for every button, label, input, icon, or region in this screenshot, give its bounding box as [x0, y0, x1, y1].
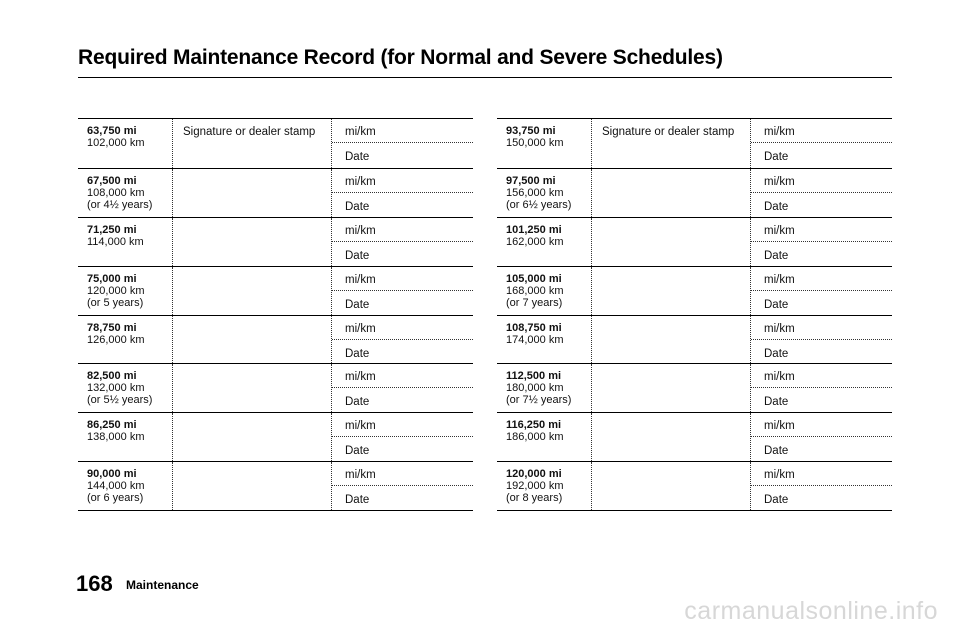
interval-cell	[78, 364, 172, 412]
signature-cell[interactable]	[591, 413, 750, 461]
mi-km-field[interactable]: mi/km	[751, 169, 892, 193]
interval-miles: 97,500 mi	[506, 174, 556, 187]
interval-km: 114,000 km	[87, 235, 144, 248]
mileage-date-cell	[750, 218, 892, 266]
interval-km: 120,000 km	[87, 284, 145, 297]
interval-miles: 86,250 mi	[87, 419, 137, 432]
mileage-date-cell	[331, 316, 473, 364]
signature-label: Signature or dealer stamp	[183, 126, 316, 138]
interval-km: 132,000 km	[87, 382, 145, 395]
mileage-date-cell	[750, 413, 892, 461]
interval-years: (or 7½ years)	[506, 394, 572, 407]
interval-years: (or 5 years)	[87, 296, 144, 309]
table-row	[78, 412, 473, 461]
page-title: Required Maintenance Record (for Normal and Severe Schedules)	[78, 46, 723, 69]
interval-years: (or 4½ years)	[87, 198, 153, 211]
interval-km: 168,000 km	[506, 284, 564, 297]
mileage-date-cell	[750, 267, 892, 315]
date-field[interactable]: Date	[764, 298, 789, 311]
signature-cell[interactable]	[591, 267, 750, 315]
signature-cell[interactable]	[172, 316, 331, 364]
interval-cell	[497, 316, 591, 364]
signature-cell[interactable]	[591, 364, 750, 412]
table-row	[497, 363, 892, 412]
date-field[interactable]: Date	[345, 494, 370, 507]
interval-km: 162,000 km	[506, 235, 564, 248]
interval-cell	[497, 364, 591, 412]
signature-cell[interactable]	[172, 413, 331, 461]
signature-label: Signature or dealer stamp	[602, 126, 735, 138]
interval-miles: 120,000 mi	[506, 468, 562, 481]
mi-km-field[interactable]: mi/km	[751, 462, 892, 486]
interval-cell	[497, 413, 591, 461]
mileage-date-cell	[331, 169, 473, 217]
signature-cell[interactable]	[172, 462, 331, 510]
date-field[interactable]: Date	[345, 298, 370, 311]
mileage-date-cell	[750, 364, 892, 412]
maintenance-record-table-left	[78, 118, 473, 511]
mileage-date-cell	[331, 364, 473, 412]
interval-miles: 105,000 mi	[506, 272, 562, 285]
interval-cell	[78, 267, 172, 315]
interval-km: 150,000 km	[506, 137, 564, 149]
date-field[interactable]: Date	[345, 200, 370, 213]
mileage-date-cell	[331, 218, 473, 266]
interval-years: (or 5½ years)	[87, 394, 153, 407]
interval-cell	[497, 267, 591, 315]
mileage-date-cell	[750, 169, 892, 217]
interval-km: 126,000 km	[87, 333, 145, 346]
mileage-date-cell	[331, 267, 473, 315]
date-field[interactable]: Date	[345, 249, 370, 262]
date-field[interactable]: Date	[764, 151, 789, 163]
interval-km: 180,000 km	[506, 382, 564, 395]
table-row	[78, 461, 473, 510]
table-row	[78, 266, 473, 315]
interval-km: 138,000 km	[87, 431, 145, 444]
signature-cell[interactable]	[172, 267, 331, 315]
mileage-date-cell	[331, 413, 473, 461]
date-field[interactable]: Date	[345, 151, 370, 163]
mi-km-field[interactable]: mi/km	[332, 267, 473, 291]
section-name: Maintenance	[126, 578, 199, 592]
interval-cell	[497, 169, 591, 217]
interval-miles: 112,500 mi	[506, 370, 562, 383]
signature-cell[interactable]	[591, 119, 750, 168]
mi-km-field[interactable]: mi/km	[332, 413, 473, 437]
signature-cell[interactable]	[172, 364, 331, 412]
mileage-date-cell	[750, 119, 892, 168]
table-row	[497, 412, 892, 461]
date-field[interactable]: Date	[764, 347, 789, 360]
interval-miles: 67,500 mi	[87, 174, 137, 187]
interval-km: 156,000 km	[506, 186, 564, 199]
date-field[interactable]: Date	[345, 396, 370, 409]
interval-km: 186,000 km	[506, 431, 564, 444]
mi-km-field[interactable]: mi/km	[332, 119, 473, 143]
interval-miles: 78,750 mi	[87, 321, 137, 334]
table-row	[497, 119, 892, 168]
interval-km: 174,000 km	[506, 333, 564, 346]
table-row	[78, 119, 473, 168]
interval-km: 192,000 km	[506, 480, 564, 493]
mi-km-field[interactable]: mi/km	[751, 267, 892, 291]
interval-years: (or 6 years)	[87, 492, 144, 505]
interval-miles: 90,000 mi	[87, 468, 137, 481]
mileage-date-cell	[331, 462, 473, 510]
watermark: carmanualsonline.info	[684, 597, 938, 625]
table-row	[497, 315, 892, 364]
interval-km: 102,000 km	[87, 137, 145, 149]
interval-miles: 116,250 mi	[506, 419, 562, 432]
signature-cell[interactable]	[172, 169, 331, 217]
page-number: 168	[76, 571, 113, 596]
date-field[interactable]: Date	[764, 445, 789, 458]
mileage-date-cell	[750, 462, 892, 510]
interval-miles: 71,250 mi	[87, 223, 137, 236]
date-field[interactable]: Date	[764, 249, 789, 262]
mileage-date-cell	[331, 119, 473, 168]
mi-km-field[interactable]: mi/km	[751, 119, 892, 143]
interval-cell	[78, 169, 172, 217]
table-row	[497, 168, 892, 217]
interval-miles: 93,750 mi	[506, 125, 556, 137]
mi-km-field[interactable]: mi/km	[332, 364, 473, 388]
interval-km: 108,000 km	[87, 186, 145, 199]
mi-km-field[interactable]: mi/km	[332, 218, 473, 242]
mi-km-field[interactable]: mi/km	[332, 462, 473, 486]
table-row	[78, 217, 473, 266]
interval-miles: 101,250 mi	[506, 223, 562, 236]
signature-cell[interactable]	[172, 119, 331, 168]
mi-km-field[interactable]: mi/km	[751, 413, 892, 437]
table-row	[78, 168, 473, 217]
maintenance-record-table-right	[497, 118, 892, 511]
date-field[interactable]: Date	[764, 200, 789, 213]
signature-cell[interactable]	[591, 218, 750, 266]
interval-cell	[497, 218, 591, 266]
interval-cell	[78, 413, 172, 461]
interval-years: (or 6½ years)	[506, 198, 572, 211]
signature-cell[interactable]	[591, 169, 750, 217]
interval-cell	[497, 119, 591, 168]
mi-km-field[interactable]: mi/km	[751, 218, 892, 242]
interval-miles: 82,500 mi	[87, 370, 137, 383]
mileage-date-cell	[750, 316, 892, 364]
interval-years: (or 7 years)	[506, 296, 563, 309]
signature-cell[interactable]	[591, 462, 750, 510]
interval-miles: 63,750 mi	[87, 125, 137, 137]
date-field[interactable]: Date	[345, 445, 370, 458]
interval-cell	[78, 119, 172, 168]
mi-km-field[interactable]: mi/km	[751, 364, 892, 388]
signature-cell[interactable]	[172, 218, 331, 266]
interval-years: (or 8 years)	[506, 492, 563, 505]
interval-cell	[78, 218, 172, 266]
date-field[interactable]: Date	[764, 396, 789, 409]
interval-miles: 75,000 mi	[87, 272, 137, 285]
interval-km: 144,000 km	[87, 480, 145, 493]
interval-cell	[497, 462, 591, 510]
mi-km-field[interactable]: mi/km	[332, 169, 473, 193]
table-row	[497, 217, 892, 266]
interval-cell	[78, 462, 172, 510]
table-row	[497, 461, 892, 510]
date-field[interactable]: Date	[345, 347, 370, 360]
table-row	[78, 363, 473, 412]
date-field[interactable]: Date	[764, 494, 789, 507]
mi-km-field[interactable]: mi/km	[751, 316, 892, 340]
signature-cell[interactable]	[591, 316, 750, 364]
table-row	[78, 315, 473, 364]
mi-km-field[interactable]: mi/km	[332, 316, 473, 340]
interval-miles: 108,750 mi	[506, 321, 562, 334]
interval-cell	[78, 316, 172, 364]
table-row	[497, 266, 892, 315]
title-divider	[78, 77, 892, 78]
